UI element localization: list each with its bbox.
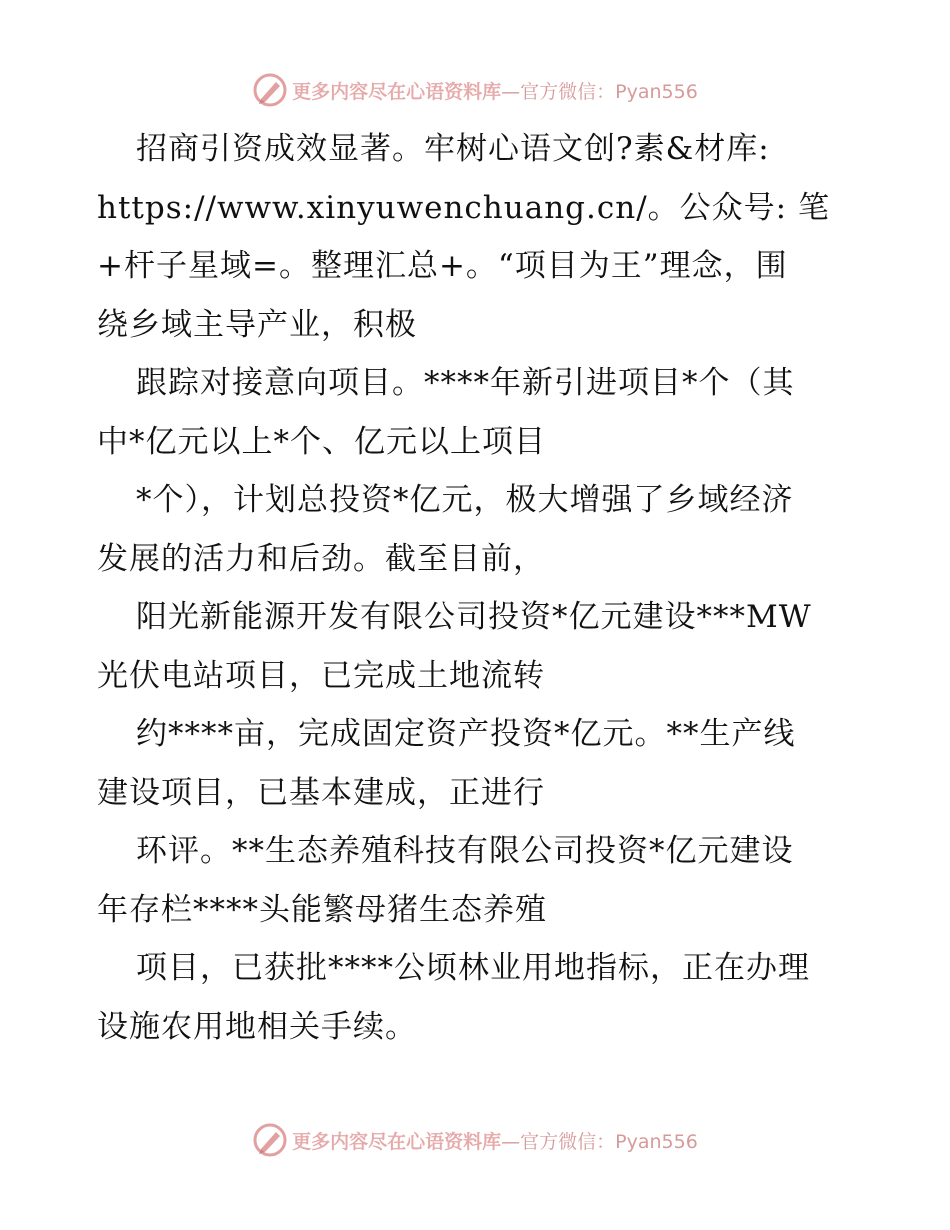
watermark-banner-bottom (0, 1120, 950, 1160)
text-line: 阳光新能源开发有限公司投资*亿元建设***MW (136, 599, 812, 635)
pen-logo-icon (252, 1122, 288, 1158)
text-line: 发展的活力和后劲。截至目前， (97, 540, 545, 577)
text-line: 绕乡域主导产业，积极 (97, 306, 417, 343)
text-line: *个），计划总投资*亿元，极大增强了乡域经济 (136, 482, 794, 518)
text-line: 设施农用地相关手续。 (97, 1008, 417, 1045)
text-line: 约****亩，完成固定资产投资*亿元。**生产线 (136, 716, 796, 752)
text-line: 跟踪对接意向项目。****年新引进项目*个（其 (136, 365, 795, 401)
document-body (97, 120, 857, 1056)
watermark-text: 更多内容尽在心语资料库—官方微信：Pyan556 (292, 1130, 698, 1153)
watermark-banner-top (0, 70, 950, 110)
watermark-text: 更多内容尽在心语资料库—官方微信：Pyan556 (292, 80, 698, 103)
text-line: 招商引资成效显著。牢树心语文创?素&材库: (136, 131, 770, 167)
text-line: 年存栏****头能繁母猪生态养殖 (97, 891, 547, 928)
text-line: 中*亿元以上*个、亿元以上项目 (97, 423, 546, 460)
text-line: https://www.xinyuwenchuang.cn/。公众号: 笔 (97, 189, 830, 226)
text-line: 项目，已获批****公顷林业用地指标，正在办理 (136, 950, 810, 986)
text-line: +杆子星域=。整理汇总+。“项目为王”理念，围 (97, 248, 788, 284)
text-line: 环评。**生态养殖科技有限公司投资*亿元建设 (136, 833, 794, 869)
text-line: 建设项目，已基本建成，正进行 (97, 774, 545, 811)
text-line: 光伏电站项目，已完成土地流转 (97, 657, 545, 694)
pen-logo-icon (252, 72, 288, 108)
